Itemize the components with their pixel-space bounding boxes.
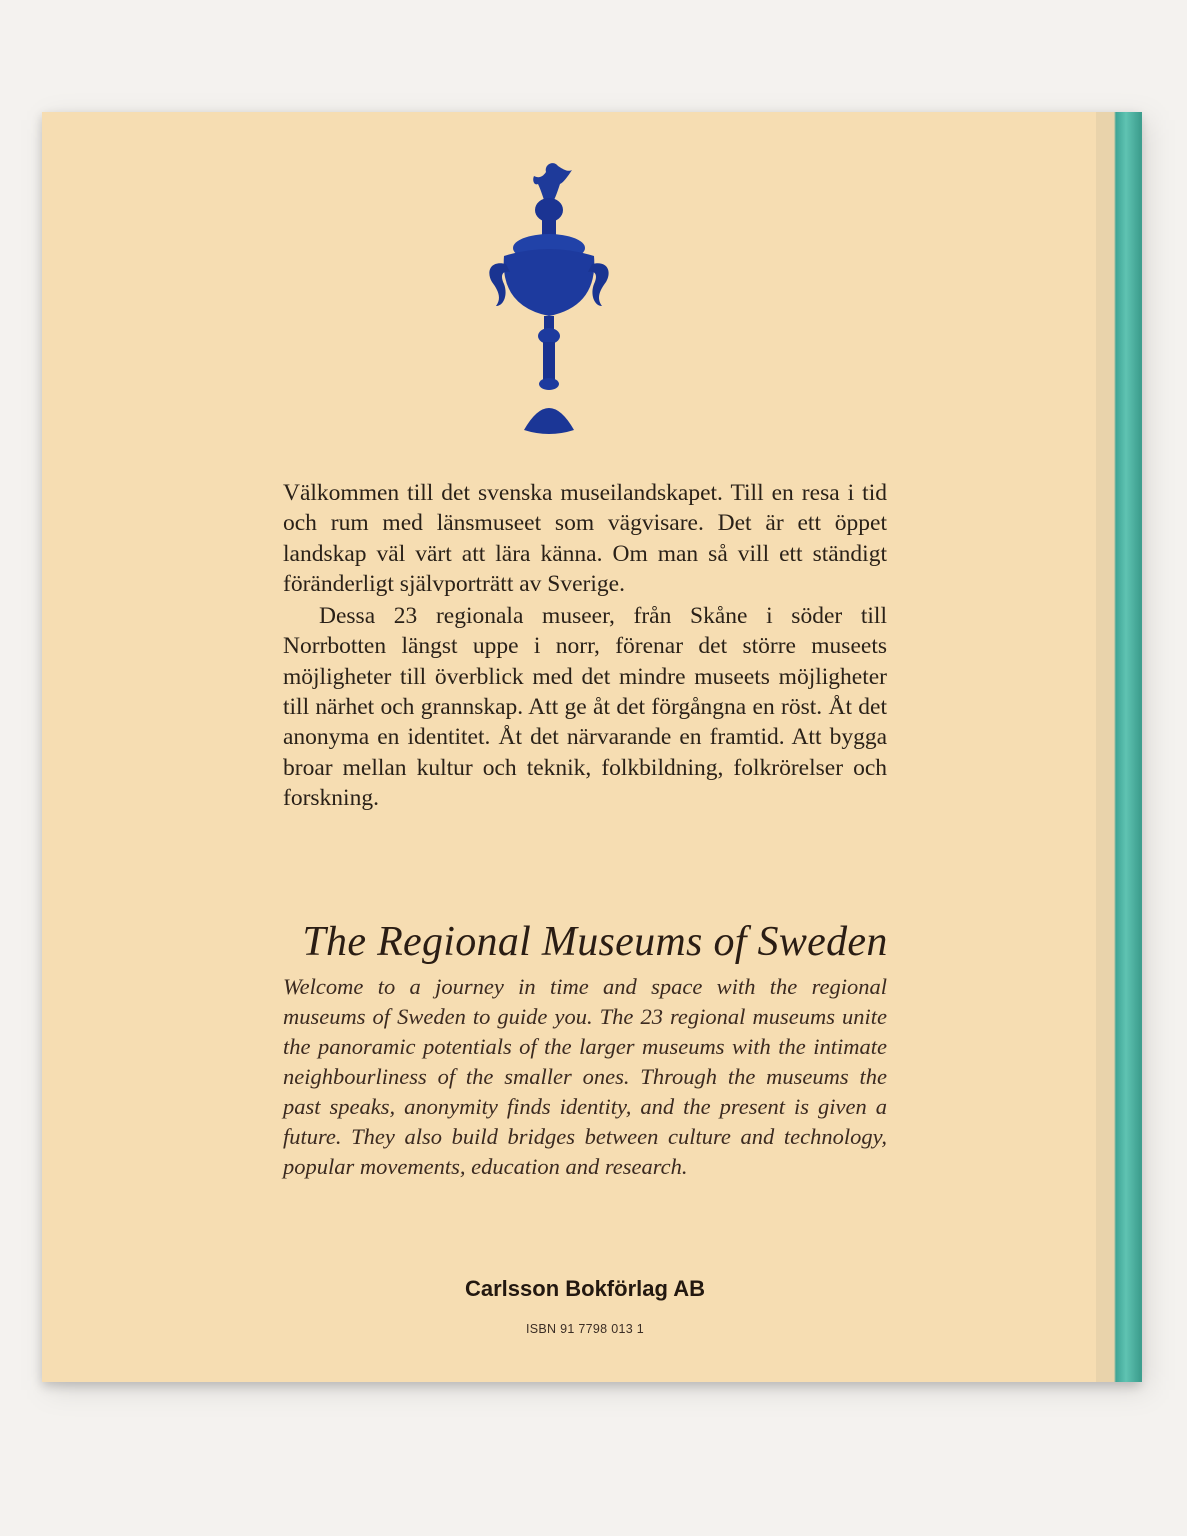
blue-goblet-image xyxy=(484,160,614,440)
publisher-name: Carlsson Bokförlag AB xyxy=(464,1276,705,1301)
english-title: The Regional Museums of Sweden xyxy=(302,919,888,965)
book-spine xyxy=(1096,112,1142,1382)
swedish-paragraph-2: Dessa 23 regionala museer, från Skåne i söder till Norrbotten längst uppe i norr, förenar det större museets möjligheter till överblick med det mindre museets möjligheter till närhet och grannskap. Att ge åt det förgångna en röst. Åt det anonyma en identitet. Åt det närvarande en framtid. Att bygga broar mellan kultur och teknik, folkbildning, folkrörelser och forskning. xyxy=(283,603,887,811)
swedish-description xyxy=(283,478,887,813)
isbn-number: ISBN 91 7798 013 1 xyxy=(526,1322,644,1336)
swedish-paragraph-1: Välkommen till det svenska museilandskapet. Till en resa i tid och rum med länsmuseet som vägvisare. Det är ett öppet landskap väl värt att lära känna. Om man så vill ett ständigt föränderligt självporträtt av Sverige. xyxy=(283,480,887,597)
english-description: Welcome to a journey in time and space with the regional museums of Sweden to guide you. The 23 regional museums unite the panoramic potentials of the larger museums with the intimate neighbourliness of the smaller ones. Through the museums the past speaks, anonymity finds identity, and the present is given a future. They also build bridges between culture and technology, popular movements, education and research. xyxy=(283,974,887,1179)
